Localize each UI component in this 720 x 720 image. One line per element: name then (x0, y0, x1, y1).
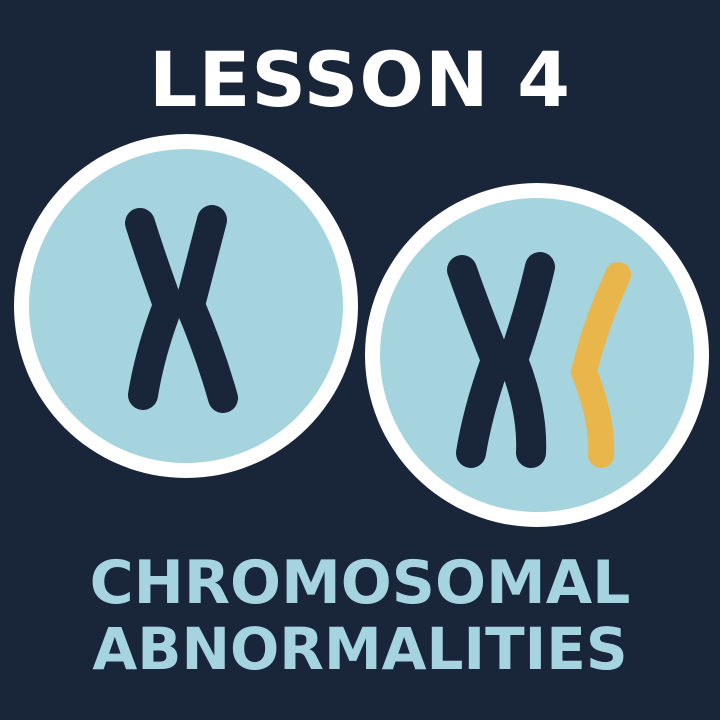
left-chromosome-circle (14, 134, 358, 478)
right-chromosome-circle (365, 183, 709, 527)
subtitle-line-2: ABNORMALITIES (92, 615, 628, 683)
subtitle-line-1: CHROMOSOMAL (89, 548, 631, 618)
lesson-title: LESSON 4 (149, 35, 571, 124)
